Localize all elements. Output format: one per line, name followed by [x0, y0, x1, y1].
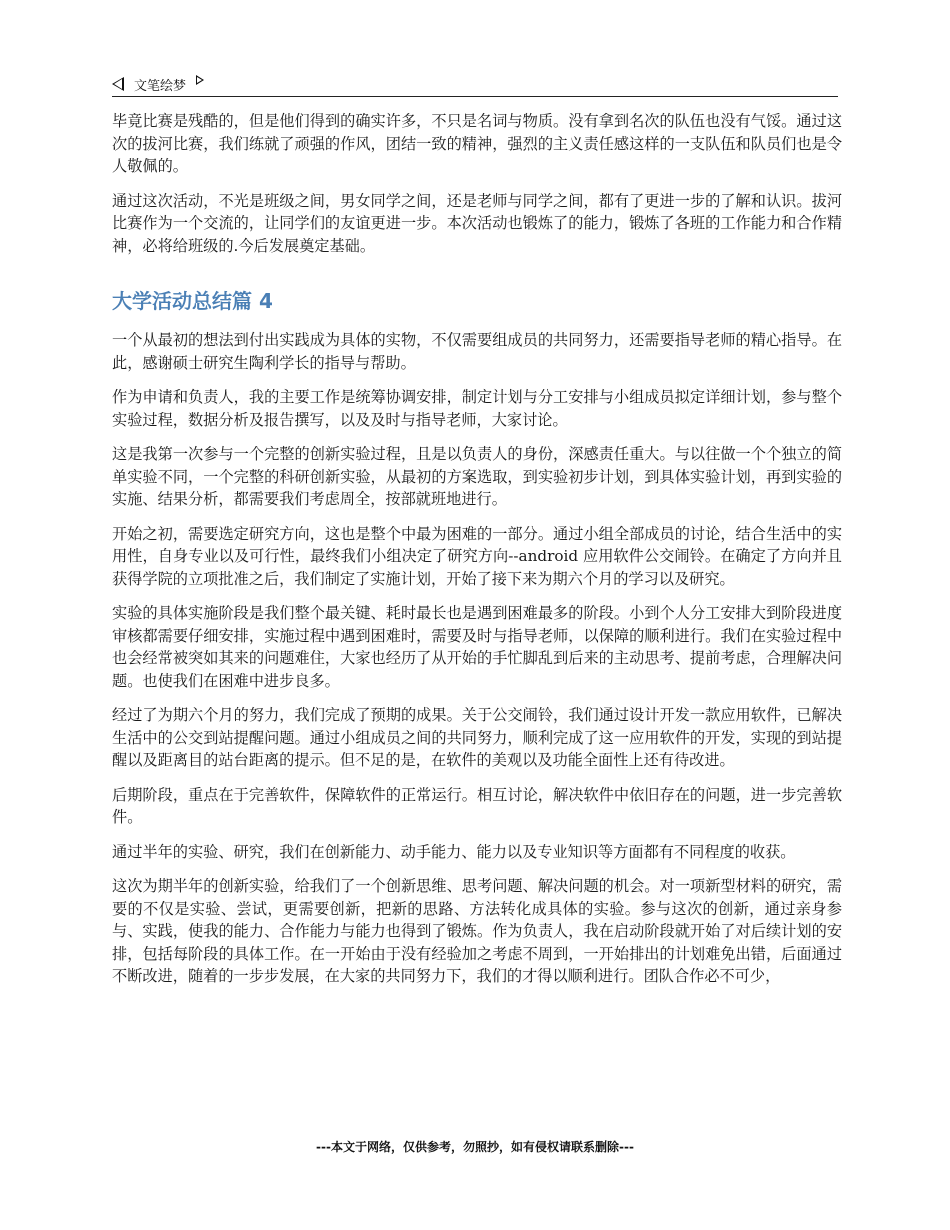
paragraph: 通过半年的实验、研究，我们在创新能力、动手能力、能力以及专业知识等方面都有不同程度的收获。 [112, 842, 796, 861]
paragraph: 一个从最初的想法到付出实践成为具体的实物，不仅需要组成员的共同努力，还需要指导老师的精心指导。在此，感谢硕士研究生陶利学长的指导与帮助。 [112, 331, 842, 372]
triangle-left-icon [112, 77, 124, 91]
section-heading: 大学活动总结篇 4 [112, 289, 273, 313]
paragraph: 这次为期半年的创新实验，给我们了一个创新思维、思考问题、解决问题的机会。对一项新型材料的研究，需要的不仅是实验、尝试，更需要创新，把新的思路、方法转化成具体的实验。参与这次的创新，通过亲身参与、实践，使我的能力、合作能力与能力也得到了锻炼。作为负责人，我在启动阶段就开始了对后续计划的安排，包括每阶段的具体工作。在一开始由于没有经验加之考虑不周到，一开始排出的计划难免出错，后面通过不断改进，随着的一步步发展，在大家的共同努力下，我们的才得以顺利进行。团队合作必不可少， [112, 877, 842, 985]
paragraph: 作为申请和负责人，我的主要工作是统筹协调安排，制定计划与分工安排与小组成员拟定详细计划，参与整个实验过程，数据分析及报告撰写，以及及时与指导老师，大家讨论。 [112, 388, 842, 429]
paragraph: 后期阶段，重点在于完善软件，保障软件的正常运行。相互讨论，解决软件中依旧存在的问题，进一步完善软件。 [112, 785, 842, 826]
paragraph: 实验的具体实施阶段是我们整个最关键、耗时最长也是遇到困难最多的阶段。小到个人分工安排大到阶段进度审核都需要仔细安排，实施过程中遇到困难时，需要及时与指导老师，以保障的顺利进行。我们在实验过程中也会经常被突如其来的问题难住，大家也经历了从开始的手忙脚乱到后来的主动思考、提前考虑，合理解决问题。也使我们在困难中进步良多。 [112, 604, 842, 690]
paragraph: 这是我第一次参与一个完整的创新实验过程，且是以负责人的身份，深感责任重大。与以往做一个个独立的简单实验不同，一个完整的科研创新实验，从最初的方案选取，到实验初步计划，到具体实验计划，再到实验的实施、结果分析，都需要我们考虑周全，按部就班地进行。 [112, 445, 842, 508]
document-body [112, 110, 842, 1000]
paragraph: 经过了为期六个月的努力，我们完成了预期的成果。关于公交闹铃，我们通过设计开发一款应用软件，已解决生活中的公交到站提醒问题。通过小组成员之间的共同努力，顺利完成了这一应用软件的开发，实现的到站提醒以及距离目的站台距离的提示。但不足的是，在软件的美观以及功能全面性上还有待改进。 [112, 706, 842, 769]
paragraph: 开始之初，需要选定研究方向，这也是整个中最为困难的一部分。通过小组全部成员的讨论，结合生活中的实用性，自身专业以及可行性，最终我们小组决定了研究方向--android 应用软件公交闹铃。在确定了方向并且获得学院的立项批准之后，我们制定了实施计划，开始了接下来为期六个月的学习以及研究。 [112, 524, 842, 588]
page-footer: ---本文于网络，仅供参考，勿照抄，如有侵权请联系删除--- [316, 1140, 634, 1154]
paragraph: 通过这次活动，不光是班级之间，男女同学之间，还是老师与同学之间，都有了更进一步的了解和认识。拔河比赛作为一个交流的，让同学们的友谊更进一步。本次活动也锻炼了的能力，锻炼了各班的工作能力和合作精神，必将给班级的.今后发展奠定基础。 [112, 191, 842, 255]
triangle-right-icon [196, 75, 204, 85]
paragraph: 毕竟比赛是残酷的，但是他们得到的确实许多，不只是名词与物质。没有拿到名次的队伍也没有气馁。通过这次的拔河比赛，我们练就了顽强的作风，团结一致的精神，强烈的主义责任感这样的一支队伍和队员们也是令人敬佩的。 [112, 112, 842, 175]
page-header [112, 72, 838, 97]
header-title: 文笔绘梦 [134, 78, 187, 94]
